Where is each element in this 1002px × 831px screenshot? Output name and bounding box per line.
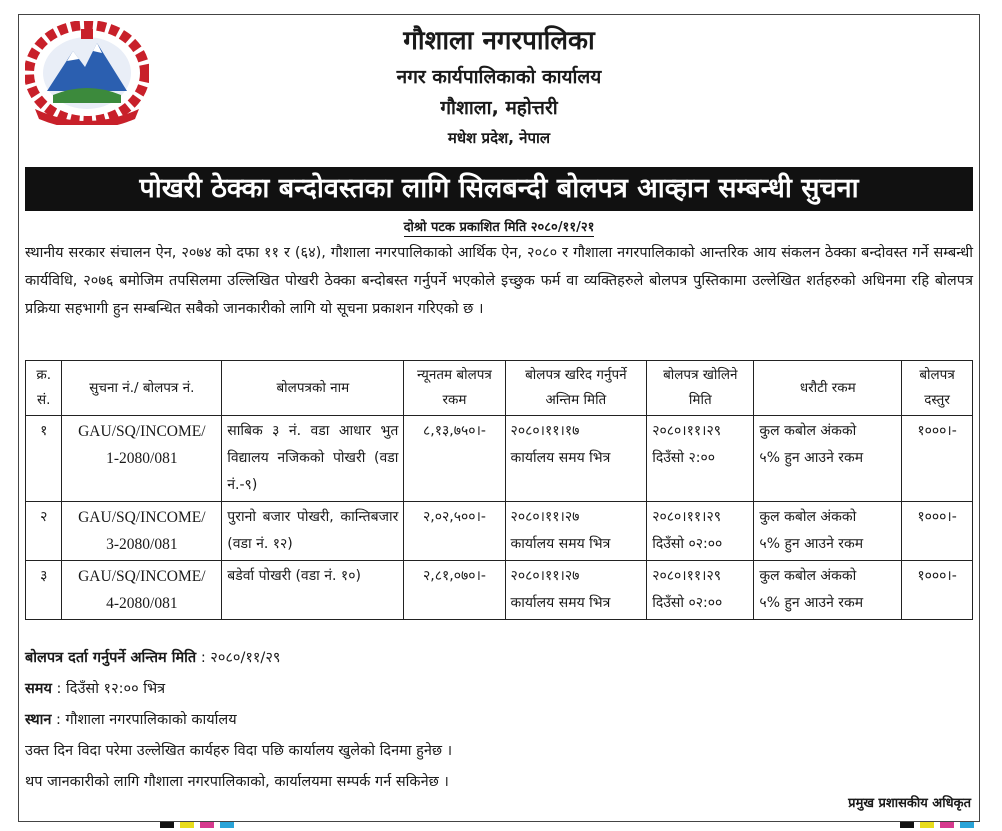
cell-name: साबिक ३ नं. वडा आधार भुत विद्यालय नजिकको पोखरी (वडा नं.-९) <box>222 416 404 502</box>
cell-fee: १०००।- <box>902 561 973 620</box>
buy-time: कार्यालय समय भित्र <box>510 450 611 466</box>
letterhead <box>19 15 979 163</box>
cell-sn: ३ <box>26 561 62 620</box>
deposit-line1: कुल कबोल अंकको <box>759 423 857 439</box>
bid-table <box>25 360 973 620</box>
cell-open-date <box>647 561 754 620</box>
open-time: दिउँसो ०२:०० <box>652 595 723 611</box>
open-time: दिउँसो ०२:०० <box>652 536 723 552</box>
print-mark <box>940 822 954 828</box>
office-name: नगर कार्यपालिकाको कार्यालय <box>396 66 602 88</box>
table-row <box>26 416 973 502</box>
deposit-line1: कुल कबोल अंकको <box>759 509 857 525</box>
notice-footer <box>25 643 973 798</box>
place-value: : गौशाला नगरपालिकाको कार्यालय <box>56 712 237 728</box>
col-header-min-amount: न्यूनतम बोलपत्र रकम <box>404 361 505 416</box>
notice-no-line2: 4-2080/081 <box>106 595 178 612</box>
col-header-notice-no: सुचना नं./ बोलपत्र नं. <box>62 361 222 416</box>
signature: प्रमुख प्रशासकीय अधिकृत <box>848 796 971 811</box>
deposit-line1: कुल कबोल अंकको <box>759 568 857 584</box>
buy-date: २०८०।११।२७ <box>510 509 580 525</box>
cell-fee: १०००।- <box>902 502 973 561</box>
print-mark <box>160 822 174 828</box>
print-mark <box>960 822 974 828</box>
deadline-label: बोलपत्र दर्ता गर्नुपर्ने अन्तिम मिति <box>25 650 197 666</box>
notice-no-line2: 3-2080/081 <box>106 536 178 553</box>
cell-name: बडेर्वा पोखरी (वडा नं. १०) <box>222 561 404 620</box>
notice-document <box>18 14 980 822</box>
buy-date: २०८०।११।१७ <box>510 423 580 439</box>
col-header-open-date: बोलपत्र खोलिने मिति <box>647 361 754 416</box>
table-header-row <box>26 361 973 416</box>
cell-deposit <box>754 502 902 561</box>
deadline-value: : २०८०/११/२९ <box>200 650 281 666</box>
notice-no-line1: GAU/SQ/INCOME/ <box>78 509 206 526</box>
cell-name: पुरानो बजार पोखरी, कान्तिबजार (वडा नं. १२) <box>222 502 404 561</box>
time-value: : दिउँसो १२:०० भित्र <box>56 681 166 697</box>
print-marks <box>0 822 1002 828</box>
place-line <box>25 705 973 736</box>
cell-sn: १ <box>26 416 62 502</box>
cell-notice-no <box>62 561 222 620</box>
print-mark <box>920 822 934 828</box>
print-mark <box>200 822 214 828</box>
cell-amount: २,०२,५००।- <box>404 502 505 561</box>
buy-date: २०८०।११।२७ <box>510 568 580 584</box>
cell-fee: १०००।- <box>902 416 973 502</box>
open-date: २०८०।११।२९ <box>652 509 722 525</box>
cell-notice-no <box>62 416 222 502</box>
cell-amount: २,८१,०७०।- <box>404 561 505 620</box>
time-label: समय <box>25 681 52 697</box>
open-date: २०८०।११।२९ <box>652 423 722 439</box>
col-header-sn: क्र. सं. <box>26 361 62 416</box>
cell-deposit <box>754 561 902 620</box>
print-mark <box>900 822 914 828</box>
contact-note: थप जानकारीको लागि गौशाला नगरपालिकाको, कार्यालयमा सम्पर्क गर्न सकिनेछ । <box>25 774 449 790</box>
deposit-line2: ५% हुन आउने रकम <box>759 536 864 552</box>
cell-notice-no <box>62 502 222 561</box>
nepal-emblem-icon <box>25 21 149 125</box>
table-row <box>26 502 973 561</box>
cell-open-date <box>647 502 754 561</box>
org-name: गौशाला नगरपालिका <box>403 26 595 56</box>
print-mark <box>180 822 194 828</box>
province-name: मधेश प्रदेश, नेपाल <box>447 129 551 147</box>
col-header-name: बोलपत्रको नाम <box>222 361 404 416</box>
print-mark <box>220 822 234 828</box>
publication-date <box>19 217 979 235</box>
notice-no-line1: GAU/SQ/INCOME/ <box>78 568 206 585</box>
notice-no-line2: 1-2080/081 <box>106 450 178 467</box>
col-header-fee: बोलपत्र दस्तुर <box>902 361 973 416</box>
open-time: दिउँसो २:०० <box>652 450 716 466</box>
holiday-note: उक्त दिन विदा परेमा उल्लेखित कार्यहरु विदा पछि कार्यालय खुलेको दिनमा हुनेछ । <box>25 743 453 759</box>
open-date: २०८०।११।२९ <box>652 568 722 584</box>
notice-no-line1: GAU/SQ/INCOME/ <box>78 423 206 440</box>
col-header-buy-deadline: बोलपत्र खरिद गर्नुपर्ने अन्तिम मिति <box>505 361 647 416</box>
office-location: गौशाला, महोत्तरी <box>440 97 558 119</box>
place-label: स्थान <box>25 712 52 728</box>
notice-title: पोखरी ठेक्का बन्दोवस्तका लागि सिलबन्दी बोलपत्र आव्हान सम्बन्धी सुचना <box>25 167 973 211</box>
cell-sn: २ <box>26 502 62 561</box>
cell-buy-deadline <box>505 416 647 502</box>
buy-time: कार्यालय समय भित्र <box>510 536 611 552</box>
cell-buy-deadline <box>505 561 647 620</box>
deposit-line2: ५% हुन आउने रकम <box>759 595 864 611</box>
deposit-line2: ५% हुन आउने रकम <box>759 450 864 466</box>
cell-amount: ८,१३,७५०।- <box>404 416 505 502</box>
time-line <box>25 674 973 705</box>
intro-paragraph: स्थानीय सरकार संचालन ऐन, २०७४ को दफा ११ र (६४), गौशाला नगरपालिकाको आर्थिक ऐन, २०८० र गौशाला नगरपालिकाको आन्तरिक आय संकलन ठेक्का बन्दोवस्त गर्ने सम्बन्धी कार्यविधि, २०७६ बमोजिम तपसिलमा उल्लिखित पोखरी ठेक्का बन्दोबस्त गर्नुपर्ने भएकोले इच्छुक फर्म वा व्यक्तिहरुले बोलपत्र पुस्तिकामा उल्लेखित शर्तहरुको अधिनमा रहि बोलपत्र प्रक्रिया सहभागी हुन सम्बन्धित सबैको जानकारीको लागि यो सूचना प्रकाशन गरिएको छ । <box>25 245 973 317</box>
buy-time: कार्यालय समय भित्र <box>510 595 611 611</box>
cell-open-date <box>647 416 754 502</box>
col-header-deposit: धरौटी रकम <box>754 361 902 416</box>
table-row <box>26 561 973 620</box>
cell-buy-deadline <box>505 502 647 561</box>
deadline-line <box>25 643 973 674</box>
publication-date-text: दोश्रो पटक प्रकाशित मिति २०८०/११/२१ <box>403 220 595 235</box>
cell-deposit <box>754 416 902 502</box>
